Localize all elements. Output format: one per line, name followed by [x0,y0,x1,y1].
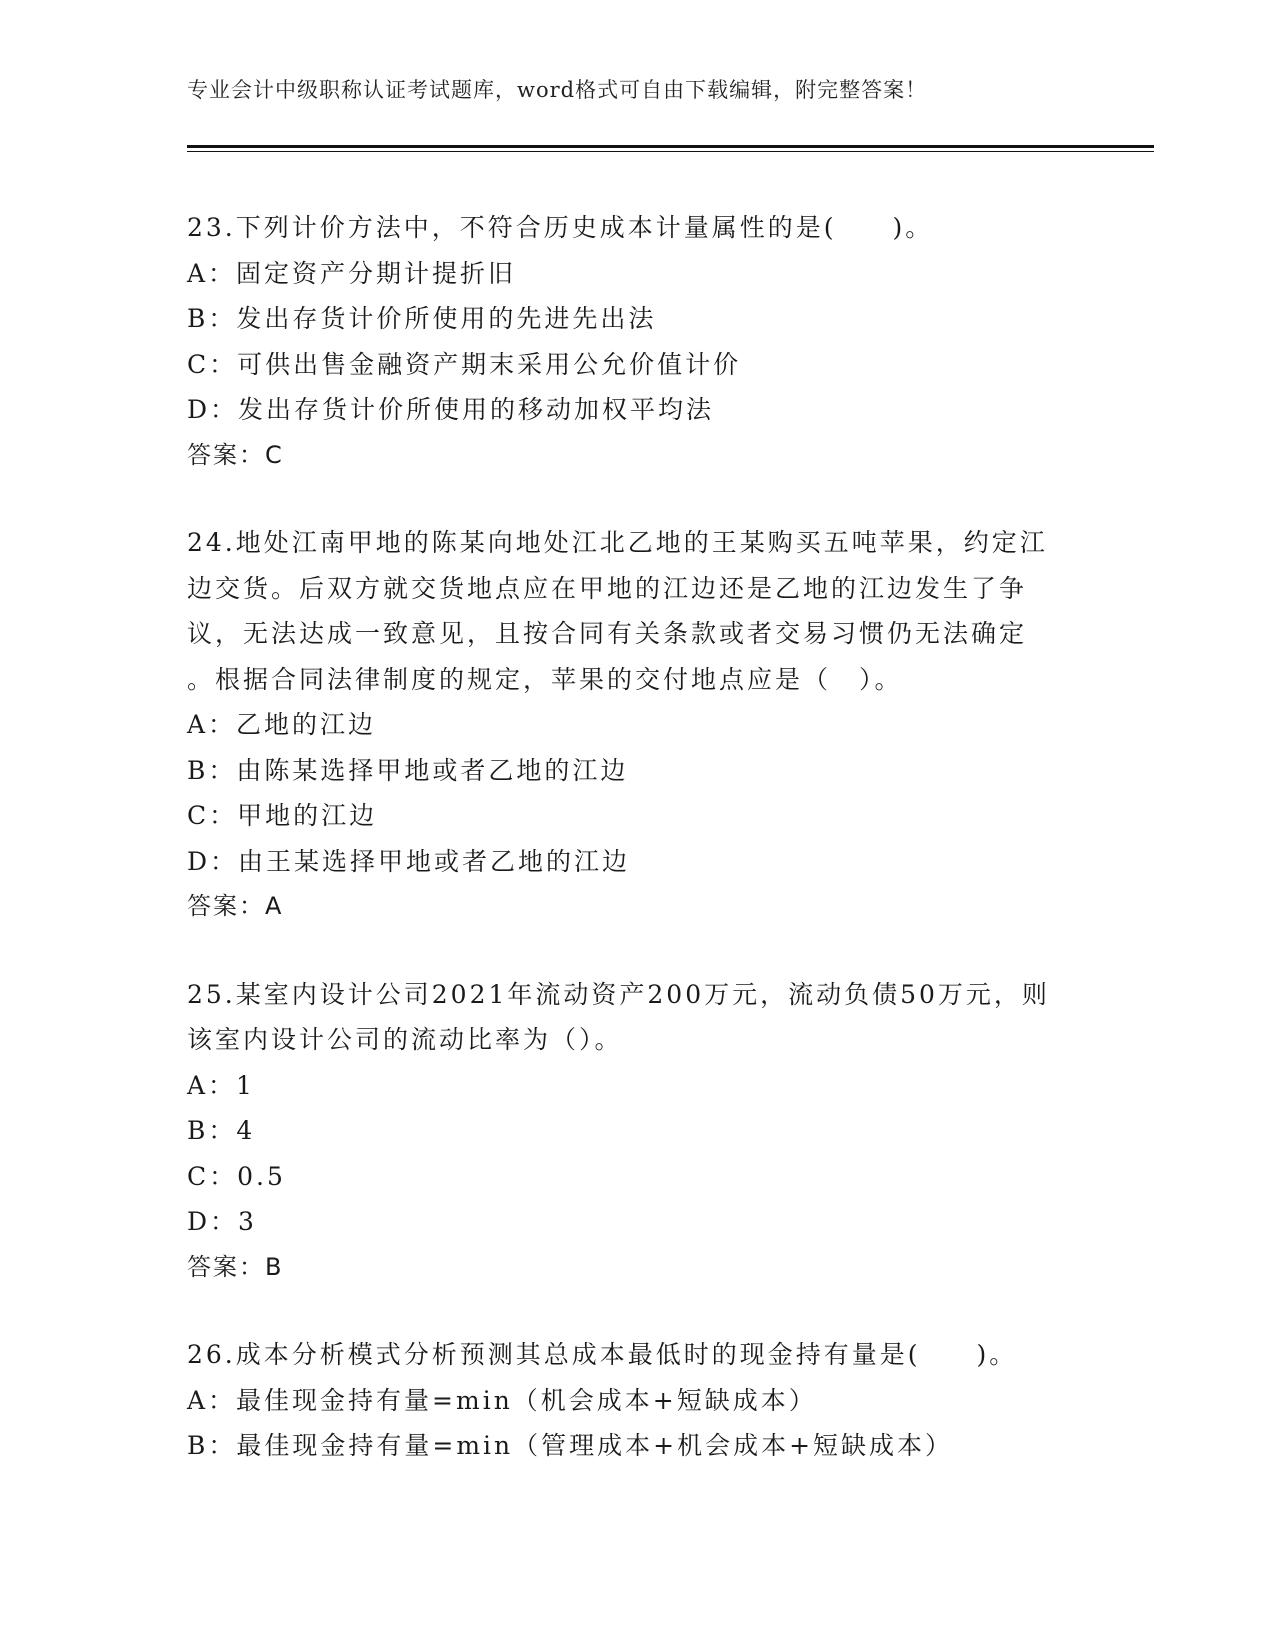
answer: 答案：B [187,1252,284,1281]
option-c: C：0.5 [187,1161,286,1191]
question-list [187,205,1087,1511]
question-text: 24.地处江南甲地的陈某向地处江北乙地的王某购买五吨苹果，约定江 [187,528,1048,557]
option-b: B：发出存货计价所使用的先进先出法 [187,304,657,333]
header-rule-thin [187,151,1154,152]
question-text: 该室内设计公司的流动比率为（）。 [187,1025,623,1054]
option-d: D：发出存货计价所使用的移动加权平均法 [187,395,715,424]
answer: 答案：C [187,440,284,469]
header-rule-thick [187,145,1154,148]
option-c: C：可供出售金融资产期末采用公允价值计价 [187,349,742,379]
option-b: B：4 [187,1116,256,1145]
option-d: D：由王某选择甲地或者乙地的江边 [187,846,631,876]
option-a: A：固定资产分期计提折旧 [187,258,517,288]
answer: 答案：A [187,892,284,920]
question-text: 25.某室内设计公司2021年流动资产200万元，流动负债50万元，则 [187,979,1050,1009]
question-text: 边交货。后双方就交货地点应在甲地的江边还是乙地的江边发生了争 [187,573,1028,603]
option-c: C：甲地的江边 [187,801,378,830]
question-23 [187,205,1087,478]
question-24 [187,520,1087,930]
page-header: 专业会计中级职称认证考试题库，word格式可自由下载编辑，附完整答案！ [187,78,928,102]
option-b: B：最佳现金持有量=min（管理成本+机会成本+短缺成本） [187,1431,954,1460]
question-text: 。根据合同法律制度的规定，苹果的交付地点应是（ ）。 [187,664,903,694]
question-text: 23.下列计价方法中，不符合历史成本计量属性的是( )。 [187,213,934,242]
option-a: A：最佳现金持有量=min（机会成本+短缺成本） [187,1385,817,1415]
option-b: B：由陈某选择甲地或者乙地的江边 [187,755,629,785]
question-26 [187,1332,1087,1469]
question-text: 议，无法达成一致意见，且按合同有关条款或者交易习惯仍无法确定 [187,619,1028,648]
option-a: A：乙地的江边 [187,710,377,739]
question-text: 26.成本分析模式分析预测其总成本最低时的现金持有量是( )。 [187,1340,1018,1369]
option-a: A：1 [187,1070,255,1100]
question-25 [187,972,1087,1291]
option-d: D：3 [187,1207,257,1236]
